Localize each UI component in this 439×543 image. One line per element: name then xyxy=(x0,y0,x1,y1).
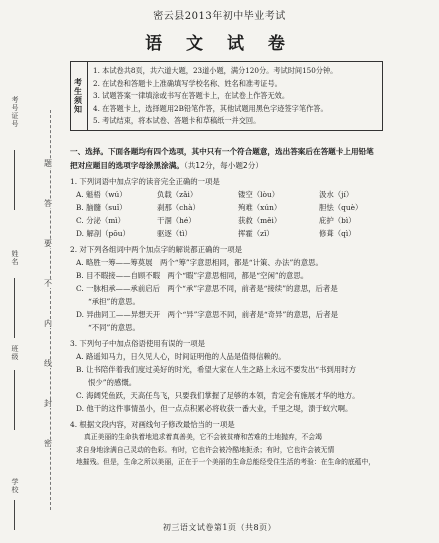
label-class: 班级 xyxy=(11,345,19,361)
option-b: B. 目不暇接——自顾不暇 两个“暇”字意思相同，都是“空闲”的意思。 xyxy=(76,271,309,280)
notice-item: 4. 在答题卡上，选择题用2B铅笔作答，其他试题用黑色字迹签字笔作答。 xyxy=(93,103,328,113)
section-title: 一、选择。下面各题均有四个选项，其中只有一个符合题意，选出答案后在答题卡上用铅笔 xyxy=(70,147,374,156)
option-cell: 殉难（xún） xyxy=(238,203,282,212)
passage-line: 真正美丽的生命执着地追求着真善美，它不会被贫瘠和苦难的土地抛弃，不会竭 xyxy=(84,433,322,441)
question-stem: 2. 对下列各组词中两个加点字的解说都正确的一项是 xyxy=(70,245,242,254)
passage-line: 地摧残。但是，生命之所以美丽，正在于一个美丽的生命总能经受住生活的考验：在生命的底蕴中， xyxy=(76,458,376,466)
passage-line: 求自身地涂满自己灵动的色彩。有时，它也许会被冷酷地扼杀；有时，它也许会被无情 xyxy=(76,445,335,454)
notice-list xyxy=(93,65,378,128)
option-cell: A. 魁梧（wú） xyxy=(76,190,127,199)
option-d: D. 异曲同工——异想天开 两个“异”字意思不同，前者是“奇异”的意思，后者是 xyxy=(76,310,338,319)
section-points: （共12分，每小题2分） xyxy=(183,160,263,170)
option-cell: C. 分泌（mì） xyxy=(76,216,126,225)
seal-char: 线 xyxy=(41,360,55,368)
option-cell: 修葺（qì） xyxy=(319,229,356,238)
option-b-cont: 恨少”的感慨。 xyxy=(88,378,137,387)
seal-char: 密 xyxy=(41,440,55,448)
class-line xyxy=(14,370,15,430)
seal-char: 答 xyxy=(41,200,55,208)
option-cell: 干涸（hé） xyxy=(157,216,196,225)
notice-item: 3. 试题答案一律填涂或书写在答题卡上，在试卷上作答无效。 xyxy=(93,91,290,100)
question-stem: 1. 下列词语中加点字的读音完全正确的一项是 xyxy=(70,177,220,186)
question-stem: 4. 根据文段内容，对画线句子修改最恰当的一项是 xyxy=(70,420,235,429)
option-cell: 镂空（lòu） xyxy=(238,190,280,199)
exam-title: 语 文 试 卷 xyxy=(145,34,294,54)
seal-char: 不 xyxy=(41,280,55,288)
notice-heading: 考生须知 xyxy=(71,62,88,130)
option-cell: 胆怯（què） xyxy=(319,203,363,212)
seal-char: 内 xyxy=(41,320,55,328)
option-cell: 庇护（bì） xyxy=(319,216,356,225)
label-school: 学校 xyxy=(11,478,19,494)
section-title-cont: 把对应题目的选项字母涂黑涂满。 xyxy=(70,160,184,170)
question-3 xyxy=(70,337,400,415)
option-cell: 获救（měi） xyxy=(238,216,282,225)
option-c-cont: “承担”的意思。 xyxy=(88,297,140,306)
question-4 xyxy=(70,418,400,469)
option-cell: B. 脑髓（suǐ） xyxy=(76,203,127,212)
name-line xyxy=(14,278,15,338)
option-c: C. 海阔凭鱼跃，天高任鸟飞，只要我们掌握了足够的本领，肯定会有施展才华的地方。 xyxy=(76,391,360,400)
seal-char: 要 xyxy=(41,240,55,248)
option-row xyxy=(70,214,400,227)
questions xyxy=(70,145,400,469)
page-footer: 初三语文试卷第1页（共8页） xyxy=(162,523,277,532)
option-cell: 挥霍（zǐ） xyxy=(238,229,274,238)
option-cell: 负载（zǎi） xyxy=(157,190,198,199)
option-c: C. 一脉相承——承前启后 两个“承”字意思不同，前者是“接续”的意思，后者是 xyxy=(76,284,338,293)
option-d: D. 他干的这件事情虽小，但一点点积累必将收获一番大业，千里之堤，溃于蚁穴啊。 xyxy=(76,404,353,413)
notice-item: 5. 考试结束，将本试卷、答题卡和草稿纸一并交回。 xyxy=(93,116,261,125)
exam-header: 密云县2013年初中毕业考试 xyxy=(153,11,286,22)
option-row xyxy=(70,227,400,240)
notice-box xyxy=(70,61,383,131)
seal-char: 题 xyxy=(41,160,55,168)
option-row xyxy=(70,188,400,201)
label-exam-id: 考号证号 xyxy=(11,96,19,128)
question-1 xyxy=(70,175,400,240)
option-cell: D. 解剖（pōu） xyxy=(76,229,130,238)
exam-id-line xyxy=(14,150,15,210)
option-a: A. 路遥知马力，日久见人心，时间证明他的人品是值得信赖的。 xyxy=(76,352,286,361)
option-cell: 驱逐（tì） xyxy=(157,229,192,238)
option-cell: 刹那（chà） xyxy=(157,203,200,212)
notice-item: 1. 本试卷共8页，共六道大题，23道小题，满分120分。考试时间150分钟。 xyxy=(93,66,338,75)
option-d-cont: “不同”的意思。 xyxy=(88,323,140,332)
option-a: A. 略胜一筹——筹莫展 两个“筹”字意思相同，都是“计策、办法”的意思。 xyxy=(76,258,323,267)
question-2 xyxy=(70,243,400,334)
label-name: 姓名 xyxy=(11,250,19,266)
option-b: B. 让书陪伴着我们度过美好的时光，希望大家在人生之路上永远不要发出“书到用时方 xyxy=(76,365,356,374)
notice-item: 2. 在试卷和答题卡上准确填写学校名称、姓名和准考证号。 xyxy=(93,78,282,88)
option-row xyxy=(70,201,400,214)
question-stem: 3. 下列句子中加点俗语使用有误的一项是 xyxy=(70,339,206,348)
option-cell: 汲水（jí） xyxy=(319,190,354,199)
seal-line xyxy=(50,110,51,510)
section-instructions xyxy=(70,159,400,173)
seal-char: 封 xyxy=(41,400,55,408)
